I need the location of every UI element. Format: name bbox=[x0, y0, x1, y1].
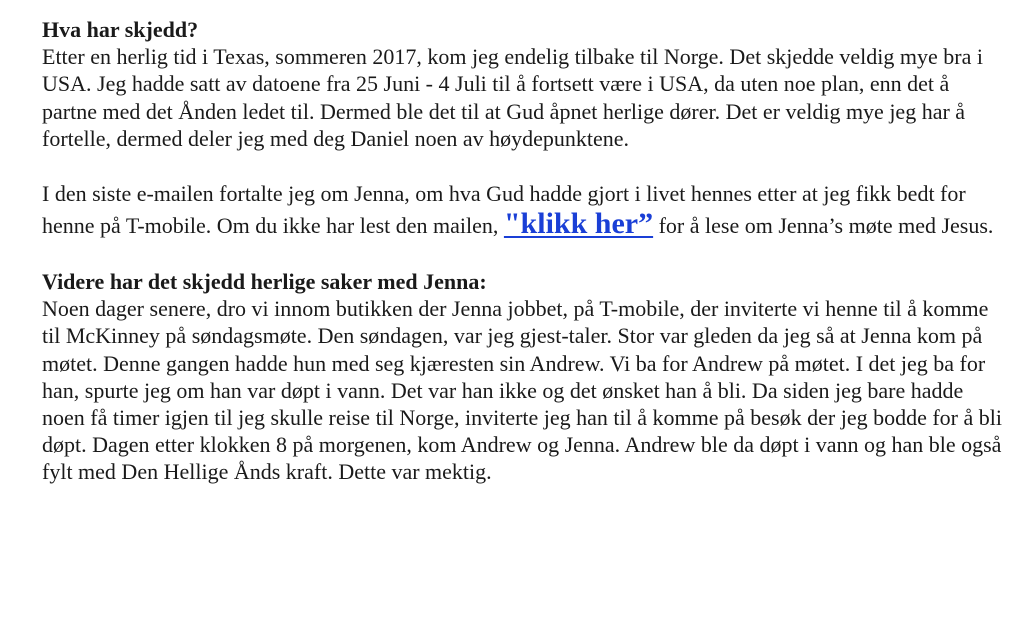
section-paragraph: Noen dager senere, dro vi innom butikken der Jenna jobbet, på T-mobile, der inviterte vi henne til å komme til McKinney på søndagsmøte. Den søndagen, var jeg gjest-taler. Stor var gleden da jeg så at Jenna kom på møtet. Denne gangen hadde hun med seg kjæresten sin Andrew. Vi ba for Andrew på møtet. I det jeg ba for han, spurte jeg om han var døpt i vann. Det var han ikke og det ønsket han å bli. Da siden jeg bare hadde noen få timer igjen til jeg skulle reise til Norge, inviterte jeg han til å komme på besøk der jeg bodde for å bli døpt. Dagen etter klokken 8 på morgenen, kom Andrew og Jenna. Andrew ble da døpt i vann og han ble også fylt med Den Hellige Ånds kraft. Dette var mektig. bbox=[42, 296, 1002, 485]
section-jenna-news bbox=[42, 268, 1002, 486]
section-heading: Hva har skjedd? bbox=[42, 17, 199, 42]
email-body bbox=[42, 16, 1002, 486]
paragraph-spacer bbox=[42, 152, 1002, 179]
click-here-link[interactable]: "klikk her” bbox=[503, 207, 654, 241]
section-jenna-email bbox=[42, 179, 1002, 241]
section-what-happened bbox=[42, 16, 1002, 152]
section-paragraph: Etter en herlig tid i Texas, sommeren 2017, kom jeg endelig tilbake til Norge. Det skjedde veldig mye bra i USA. Jeg hadde satt av datoene fra 25 Juni - 4 Juli til å fortsett være i USA, da uten noe plan, enn det å partne med det Ånden ledet til. Dermed ble det til at Gud åpnet herlige dører. Det er veldig mye jeg har å fortelle, dermed deler jeg med deg Daniel noen av høydepunktene. bbox=[42, 44, 983, 151]
paragraph-text-before-link: I den siste e-mailen fortalte jeg om Jenna, om hva Gud hadde gjort i livet hennes etter at jeg fikk bedt for henne på T-mobile. Om du ikke har lest den mailen, bbox=[42, 181, 966, 239]
section-heading: Videre har det skjedd herlige saker med Jenna: bbox=[42, 269, 487, 295]
paragraph-text-after-link: for å lese om Jenna’s møte med Jesus. bbox=[653, 213, 994, 239]
paragraph-spacer bbox=[42, 241, 1002, 268]
